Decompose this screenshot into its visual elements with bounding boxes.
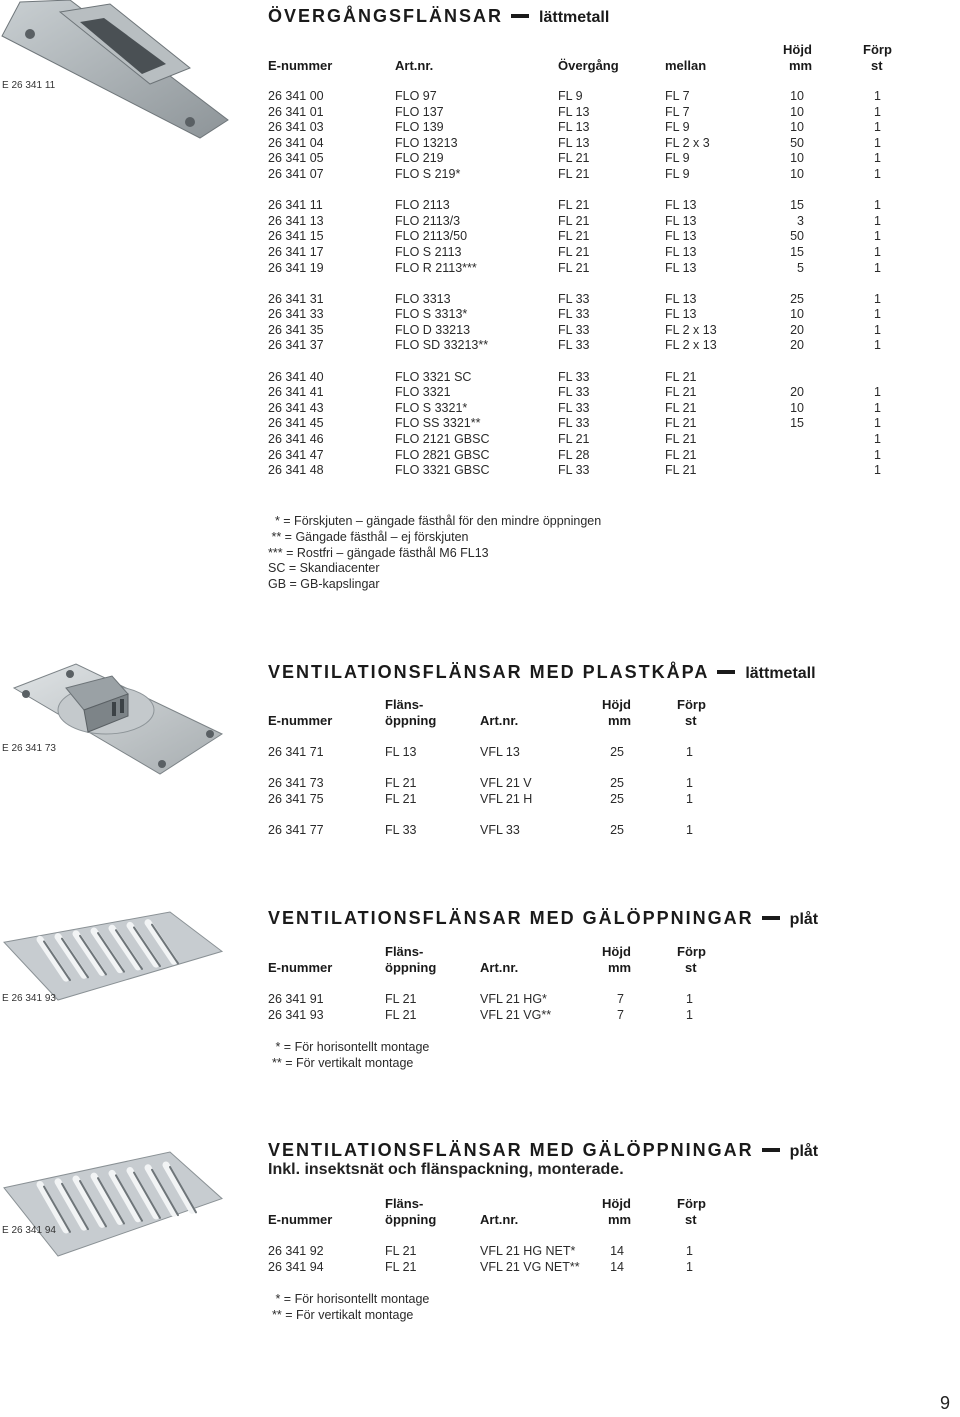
cell-hojd: 5 [797, 260, 804, 275]
cell-mellan: FL 13 [665, 307, 697, 322]
cell-enummer: 26 341 75 [268, 792, 324, 807]
cell-enummer: 26 341 48 [268, 463, 324, 478]
cell-artnr: FLO S 3321* [395, 400, 468, 415]
cell-artnr: FLO 2821 GBSC [395, 447, 490, 462]
cell-forp: 1 [874, 120, 881, 135]
header-forp: Förp [677, 1196, 706, 1211]
cell-hojd: 15 [790, 198, 804, 213]
cell-hojd: 50 [790, 135, 804, 150]
title-dash [762, 1148, 780, 1152]
cell-hojd: 20 [790, 385, 804, 400]
cell-overgang: FL 33 [558, 463, 590, 478]
cell-overgang: FL 33 [558, 369, 590, 384]
header-artnr: Art.nr. [480, 713, 519, 728]
header-enummer: E-nummer [268, 713, 333, 728]
cell-mellan: FL 2 x 13 [665, 322, 717, 337]
section-title [268, 908, 818, 929]
cell-enummer: 26 341 35 [268, 322, 324, 337]
cell-enummer: 26 341 07 [268, 167, 324, 181]
cell-forp: 1 [874, 322, 881, 337]
cell-forp: 1 [686, 1244, 693, 1258]
title-dash [511, 14, 529, 18]
cell-overgang: FL 21 [558, 151, 590, 166]
cell-overgang: FL 21 [558, 431, 590, 446]
cell-artnr: FLO SS 3321** [395, 416, 481, 431]
cell-enummer: 26 341 45 [268, 416, 324, 431]
cell-flansoppning: FL 21 [385, 1244, 417, 1258]
header-forp: Förp [863, 42, 892, 57]
product-image-ventilation-cover [0, 660, 225, 778]
cell-artnr: FLO 2113 [395, 198, 450, 213]
cell-hojd: 25 [610, 792, 624, 807]
cell-mellan: FL 2 x 13 [665, 338, 717, 353]
cell-overgang: FL 21 [558, 198, 590, 213]
cell-forp: 1 [874, 89, 881, 103]
cell-forp: 1 [874, 447, 881, 462]
cell-artnr: FLO 2113/50 [395, 229, 468, 244]
cell-overgang: FL 33 [558, 291, 590, 306]
cell-flansoppning: FL 21 [385, 1259, 417, 1274]
cell-forp: 1 [686, 992, 693, 1006]
cell-artnr: VFL 21 HG NET* [480, 1244, 576, 1258]
header-forp: Förp [677, 697, 706, 712]
cell-enummer: 26 341 37 [268, 338, 324, 353]
cell-mellan: FL 9 [665, 167, 690, 181]
cell-hojd: 10 [790, 307, 804, 322]
image-label: E 26 341 11 [2, 80, 56, 91]
cell-hojd: 10 [790, 400, 804, 415]
cell-artnr: VFL 21 VG** [480, 1007, 552, 1022]
cell-mellan: FL 13 [665, 291, 697, 306]
cell-mellan: FL 9 [665, 120, 690, 135]
cell-flansoppning: FL 33 [385, 823, 417, 838]
cell-overgang: FL 21 [558, 167, 590, 181]
section-material: plåt [789, 911, 819, 928]
header-hojd: Höjd [602, 1196, 631, 1211]
section-title [268, 1140, 818, 1161]
cell-artnr: VFL 21 VG NET** [480, 1259, 580, 1274]
cell-enummer: 26 341 04 [268, 135, 324, 150]
cell-flansoppning: FL 21 [385, 776, 417, 791]
header-mm: mm [608, 713, 632, 728]
cell-artnr: FLO 13213 [395, 135, 458, 150]
section-subtitle: Inkl. insektsnät och flänspackning, monterade. [268, 1161, 624, 1178]
cell-hojd: 10 [790, 151, 804, 166]
cell-hojd: 7 [617, 992, 624, 1006]
cell-enummer: 26 341 31 [268, 291, 324, 306]
cell-forp: 1 [686, 1007, 693, 1022]
cell-overgang: FL 33 [558, 416, 590, 431]
cell-flansoppning: FL 13 [385, 745, 417, 759]
cell-enummer: 26 341 71 [268, 745, 324, 759]
title-dash [762, 916, 780, 920]
cell-forp: 1 [874, 213, 881, 228]
section-material: lättmetall [745, 665, 816, 682]
cell-overgang: FL 21 [558, 244, 590, 259]
cell-artnr: FLO SD 33213** [395, 338, 489, 353]
cell-forp: 1 [874, 463, 881, 478]
cell-artnr: VFL 21 H [480, 792, 533, 807]
cell-forp: 1 [874, 260, 881, 275]
cell-forp: 1 [874, 244, 881, 259]
cell-mellan: FL 21 [665, 447, 697, 462]
header-overgang: Övergång [558, 58, 619, 73]
footnote: ** = För vertikalt montage [272, 1308, 414, 1322]
cell-mellan: FL 21 [665, 400, 697, 415]
cell-overgang: FL 33 [558, 338, 590, 353]
section-title-text: VENTILATIONSFLÄNSAR MED PLASTKÅPA [268, 662, 710, 682]
cell-enummer: 26 341 15 [268, 229, 324, 244]
header-oppning: öppning [385, 960, 437, 975]
header-mellan: mellan [665, 58, 707, 73]
cell-overgang: FL 21 [558, 213, 590, 228]
cell-mellan: FL 21 [665, 369, 697, 384]
product-image-louvre-flange-net [0, 1150, 225, 1258]
cell-enummer: 26 341 43 [268, 400, 324, 415]
cell-enummer: 26 341 41 [268, 385, 324, 400]
cell-overgang: FL 28 [558, 447, 590, 462]
header-enummer: E-nummer [268, 58, 333, 73]
cell-artnr: FLO 2121 GBSC [395, 431, 490, 446]
cell-overgang: FL 33 [558, 385, 590, 400]
cell-artnr: FLO 3321 GBSC [395, 463, 490, 478]
cell-enummer: 26 341 40 [268, 369, 324, 384]
footnote: * = För horisontellt montage [272, 1040, 430, 1054]
cell-artnr: VFL 13 [480, 745, 520, 759]
cell-forp: 1 [874, 400, 881, 415]
ventilation-cover-illustration [0, 660, 225, 778]
cell-mellan: FL 21 [665, 463, 697, 478]
cell-artnr: FLO 3313 [395, 291, 451, 306]
louvre-flange-net-illustration [0, 1150, 225, 1258]
cell-overgang: FL 33 [558, 307, 590, 322]
cell-overgang: FL 21 [558, 260, 590, 275]
cell-mellan: FL 21 [665, 431, 697, 446]
cell-hojd: 7 [617, 1007, 624, 1022]
product-image-louvre-flange [0, 910, 225, 1002]
cell-enummer: 26 341 17 [268, 244, 324, 259]
cell-artnr: FLO S 2113 [395, 244, 462, 259]
cell-hojd: 10 [790, 120, 804, 135]
cell-enummer: 26 341 05 [268, 151, 324, 166]
cell-overgang: FL 33 [558, 322, 590, 337]
cell-hojd: 25 [610, 776, 624, 791]
cell-mellan: FL 13 [665, 198, 697, 213]
header-st: st [871, 58, 883, 73]
cell-enummer: 26 341 33 [268, 307, 324, 322]
cell-artnr: FLO 2113/3 [395, 213, 461, 228]
cell-forp: 1 [686, 823, 693, 838]
section-material: plåt [789, 1143, 819, 1160]
image-label: E 26 341 93 [2, 993, 56, 1004]
section-title-text: ÖVERGÅNGSFLÄNSAR [268, 6, 504, 26]
cell-artnr: FLO 3321 [395, 385, 451, 400]
header-mm: mm [608, 960, 632, 975]
cell-hojd: 25 [790, 291, 804, 306]
footnote: * = Förskjuten – gängade fästhål för den mindre öppningen [268, 514, 602, 528]
header-flans: Fläns- [385, 1196, 424, 1211]
header-hojd: Höjd [783, 42, 812, 57]
section-material: lättmetall [539, 9, 610, 26]
cell-enummer: 26 341 93 [268, 1007, 324, 1022]
header-st: st [685, 1212, 697, 1227]
cell-enummer: 26 341 11 [268, 198, 323, 213]
cell-artnr: FLO 97 [395, 89, 437, 103]
cell-mellan: FL 13 [665, 213, 697, 228]
cell-mellan: FL 7 [665, 89, 690, 103]
cell-hojd: 50 [790, 229, 804, 244]
section-title [268, 6, 609, 27]
header-st: st [685, 960, 697, 975]
cell-mellan: FL 13 [665, 244, 697, 259]
cell-forp: 1 [874, 198, 881, 213]
header-flans: Fläns- [385, 944, 424, 959]
cell-enummer: 26 341 47 [268, 447, 324, 462]
cell-enummer: 26 341 46 [268, 431, 324, 446]
header-hojd: Höjd [602, 944, 631, 959]
cell-artnr: FLO 139 [395, 120, 444, 135]
cell-enummer: 26 341 13 [268, 213, 324, 228]
cell-enummer: 26 341 92 [268, 1244, 324, 1258]
cell-enummer: 26 341 94 [268, 1259, 324, 1274]
cell-overgang: FL 33 [558, 400, 590, 415]
cell-artnr: VFL 21 HG* [480, 992, 547, 1006]
cell-hojd: 14 [610, 1259, 624, 1274]
header-oppning: öppning [385, 713, 437, 728]
footnote: GB = GB-kapslingar [268, 577, 380, 592]
cell-artnr: FLO 219 [395, 151, 444, 166]
footnote: * = För horisontellt montage [272, 1292, 430, 1306]
header-enummer: E-nummer [268, 1212, 333, 1227]
cell-enummer: 26 341 73 [268, 776, 324, 791]
cell-forp: 1 [874, 151, 881, 166]
cell-forp: 1 [874, 229, 881, 244]
cell-overgang: FL 13 [558, 104, 590, 119]
footnote: ** = För vertikalt montage [272, 1056, 414, 1070]
header-mm: mm [789, 58, 813, 73]
cell-flansoppning: FL 21 [385, 792, 417, 807]
product-image-adapter-flange [0, 0, 240, 140]
header-artnr: Art.nr. [480, 1212, 519, 1227]
cell-artnr: FLO D 33213 [395, 322, 471, 337]
section-title-text: VENTILATIONSFLÄNSAR MED GÄLÖPPNINGAR [268, 908, 754, 928]
cell-mellan: FL 13 [665, 260, 697, 275]
cell-forp: 1 [874, 416, 881, 431]
image-label: E 26 341 94 [2, 1225, 56, 1236]
cell-forp: 1 [874, 291, 881, 306]
cell-enummer: 26 341 19 [268, 260, 324, 275]
cell-mellan: FL 21 [665, 385, 697, 400]
louvre-flange-illustration [0, 910, 225, 1002]
cell-enummer: 26 341 01 [268, 104, 324, 119]
header-oppning: öppning [385, 1212, 437, 1227]
cell-artnr: VFL 33 [480, 823, 520, 838]
cell-forp: 1 [874, 431, 881, 446]
cell-forp: 1 [686, 1259, 693, 1274]
cell-hojd: 14 [610, 1244, 624, 1258]
cell-mellan: FL 21 [665, 416, 697, 431]
cell-forp: 1 [874, 385, 881, 400]
cell-forp: 1 [874, 135, 881, 150]
cell-hojd: 10 [790, 89, 804, 103]
header-hojd: Höjd [602, 697, 631, 712]
cell-forp: 1 [686, 776, 693, 791]
cell-overgang: FL 21 [558, 229, 590, 244]
cell-hojd: 15 [790, 416, 804, 431]
cell-hojd: 15 [790, 244, 804, 259]
cell-hojd: 20 [790, 322, 804, 337]
cell-artnr: FLO S 219* [395, 167, 461, 181]
cell-overgang: FL 13 [558, 135, 590, 150]
footnote: *** = Rostfri – gängade fästhål M6 FL13 [268, 545, 489, 560]
cell-mellan: FL 2 x 3 [665, 135, 710, 150]
cell-artnr: FLO R 2113*** [395, 260, 477, 275]
cell-artnr: FLO 137 [395, 104, 444, 119]
cell-enummer: 26 341 03 [268, 120, 324, 135]
cell-flansoppning: FL 21 [385, 992, 417, 1006]
header-forp: Förp [677, 944, 706, 959]
title-dash [717, 670, 735, 674]
cell-artnr: FLO S 3313* [395, 307, 468, 322]
cell-forp: 1 [686, 745, 693, 759]
cell-mellan: FL 9 [665, 151, 690, 166]
cell-forp: 1 [874, 338, 881, 353]
cell-mellan: FL 7 [665, 104, 690, 119]
cell-mellan: FL 13 [665, 229, 697, 244]
header-artnr: Art.nr. [480, 960, 519, 975]
cell-hojd: 10 [790, 167, 804, 181]
cell-hojd: 3 [797, 213, 804, 228]
cell-hojd: 20 [790, 338, 804, 353]
cell-hojd: 25 [610, 823, 624, 838]
section-title [268, 662, 816, 683]
image-label: E 26 341 73 [2, 743, 56, 754]
cell-flansoppning: FL 21 [385, 1007, 417, 1022]
cell-artnr: FLO 3321 SC [395, 369, 472, 384]
header-st: st [685, 713, 697, 728]
cell-enummer: 26 341 91 [268, 992, 324, 1006]
cell-forp: 1 [874, 104, 881, 119]
cell-hojd: 25 [610, 745, 624, 759]
cell-enummer: 26 341 77 [268, 823, 324, 838]
footnote: ** = Gängade fästhål – ej förskjuten [268, 529, 469, 544]
footnote: SC = Skandiacenter [268, 561, 380, 576]
adapter-flange-illustration [0, 0, 240, 140]
header-flans: Fläns- [385, 697, 424, 712]
cell-enummer: 26 341 00 [268, 89, 324, 103]
cell-overgang: FL 9 [558, 89, 583, 103]
cell-overgang: FL 13 [558, 120, 590, 135]
header-mm: mm [608, 1212, 632, 1227]
header-enummer: E-nummer [268, 960, 333, 975]
page-number: 9 [940, 1393, 951, 1413]
cell-hojd: 10 [790, 104, 804, 119]
cell-forp: 1 [874, 307, 881, 322]
section-title-text: VENTILATIONSFLÄNSAR MED GÄLÖPPNINGAR [268, 1140, 754, 1160]
cell-artnr: VFL 21 V [480, 776, 532, 791]
cell-forp: 1 [686, 792, 693, 807]
header-artnr: Art.nr. [395, 58, 434, 73]
cell-forp: 1 [874, 167, 881, 181]
